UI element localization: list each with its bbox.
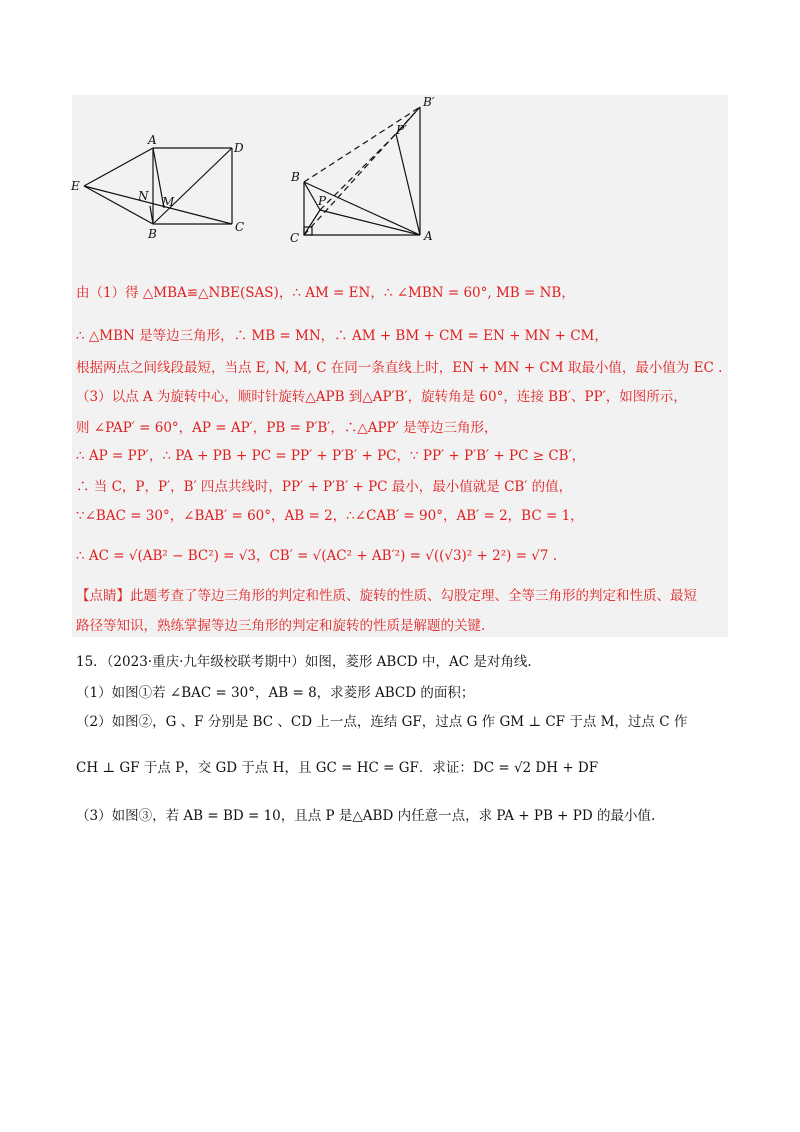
problem-header: 15．（2023·重庆·九年级校联考期中）如图，菱形 ABCD 中，AC 是对角线. bbox=[76, 654, 532, 670]
label-B2: B bbox=[291, 170, 300, 184]
solution-line-6: ∴ AP = PP′，∴ PA + PB + PC = PP′ + P′B′ + PC，∵ PP′ + P′B′ + PC ≥ CB′， bbox=[76, 448, 586, 464]
problem-q2-line1: （2）如图②，G 、F 分别是 BC 、CD 上一点，连结 GF，过点 G 作 GM ⊥ CF 于点 M，过点 C 作 bbox=[76, 714, 688, 730]
label-M: M bbox=[162, 195, 175, 209]
comment-line-2: 路径等知识，熟练掌握等边三角形的判定和旋转的性质是解题的关键. bbox=[76, 618, 486, 634]
seg-PP-prime bbox=[320, 134, 396, 210]
problem-q3: （3）如图③，若 AB = BD = 10，且点 P 是△ABD 内任意一点，求 PA + PB + PD 的最小值. bbox=[76, 808, 656, 824]
solution-line-2: ∴ △MBN 是等边三角形，∴ MB = MN，∴ AM + BM + CM = EN + MN + CM， bbox=[76, 328, 608, 344]
label-C: C bbox=[235, 220, 245, 234]
label-B-prime: B′ bbox=[423, 95, 435, 109]
figure-1 bbox=[66, 128, 266, 238]
solution-line-7: ∴ 当 C，P，P′，B′ 四点共线时，PP′ + P′B′ + PC 最小，最小值就是 CB′ 的值， bbox=[76, 479, 573, 495]
problem-q1: （1）如图①若 ∠BAC = 30°，AB = 8，求菱形 ABCD 的面积； bbox=[76, 685, 475, 701]
label-A: A bbox=[148, 133, 157, 147]
seg-BB-prime bbox=[304, 107, 420, 182]
solution-line-5: 则 ∠PAP′ = 60°，AP = AP′，PB = P′B′，∴△APP′ 是等边三角形， bbox=[76, 420, 498, 436]
seg-AP-prime bbox=[396, 134, 420, 235]
label-A2: A bbox=[424, 229, 433, 243]
solution-line-3: 根据两点之间线段最短，当点 E, N, M, C 在同一条直线上时，EN + MN + CM 取最小值，最小值为 EC . bbox=[76, 360, 723, 376]
label-P: P bbox=[318, 194, 327, 208]
label-B: B bbox=[148, 227, 157, 238]
figure-2 bbox=[286, 92, 446, 244]
seg-EA bbox=[84, 148, 153, 186]
problem-q2-line2: CH ⊥ GF 于点 P，交 GD 于点 H，且 GC = HC = GF．求证：DC = √2 DH + DF bbox=[76, 760, 599, 776]
seg-BD bbox=[153, 148, 232, 224]
seg-PA bbox=[320, 210, 420, 235]
seg-EC bbox=[84, 186, 232, 224]
label-P-prime: P′ bbox=[396, 123, 407, 137]
solution-line-8: ∵∠BAC = 30°，∠BAB′ = 60°，AB = 2，∴∠CAB′ = 90°，AB′ = 2，BC = 1， bbox=[76, 508, 584, 524]
solution-line-9: ∴ AC = √(AB² − BC²) = √3，CB′ = √(AC² + AB′²) = √((√3)² + 2²) = √7 . bbox=[76, 548, 558, 564]
label-E: E bbox=[71, 179, 80, 193]
label-D: D bbox=[234, 141, 244, 155]
comment-line-1: 【点睛】此题考查了等边三角形的判定和性质、旋转的性质、勾股定理、全等三角形的判定和性质、最短 bbox=[76, 588, 697, 604]
solution-line-1: 由（1）得 △MBA≌△NBE(SAS)，∴ AM = EN，∴ ∠MBN = 60°, MB = NB， bbox=[76, 285, 575, 301]
label-C2: C bbox=[290, 231, 300, 244]
solution-line-4: （3）以点 A 为旋转中心，顺时针旋转△APB 到△AP′B′，旋转角是 60°，连接 BB′、PP′，如图所示， bbox=[76, 389, 687, 405]
label-N: N bbox=[138, 189, 149, 203]
